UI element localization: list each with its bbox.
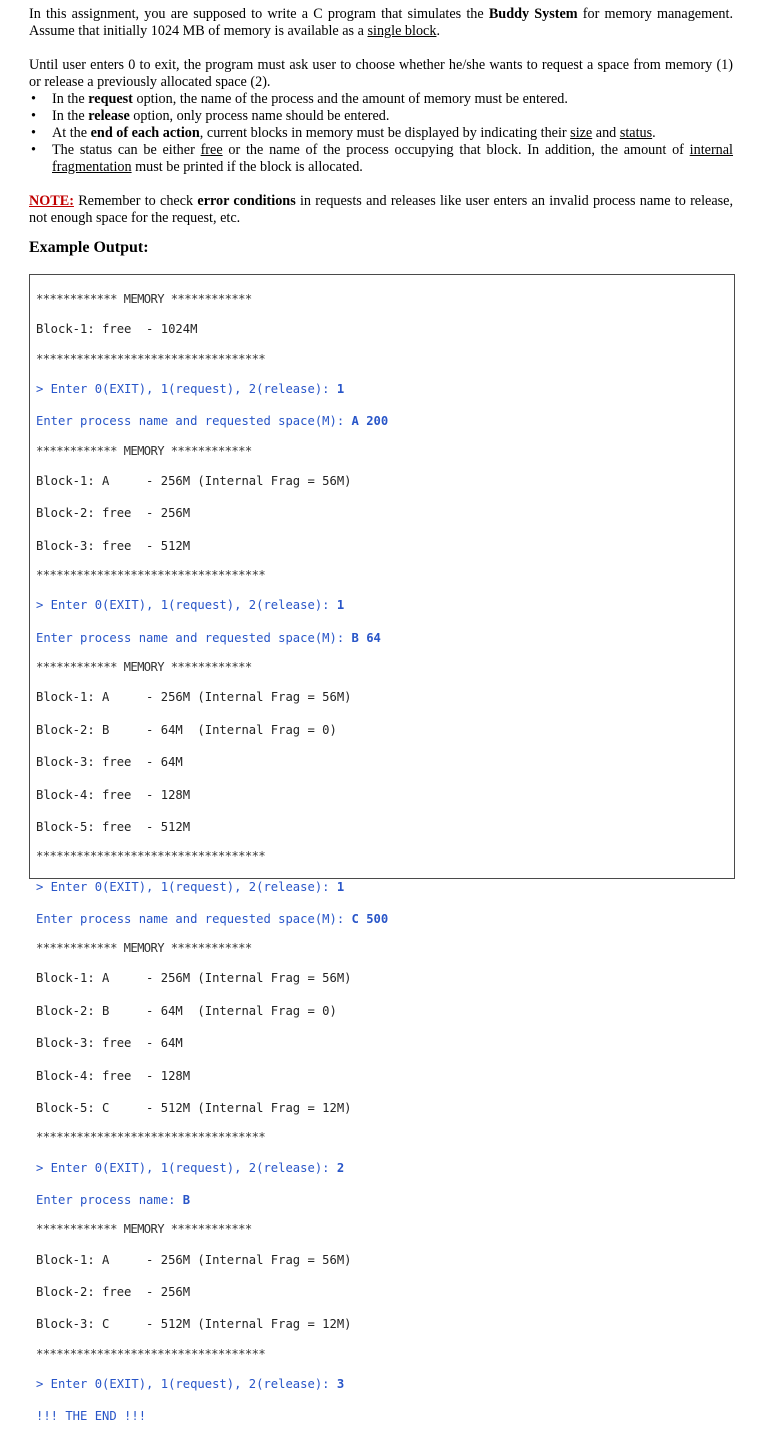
block-line: Block-3: free - 512M — [36, 538, 191, 553]
block-line: Block-2: free - 256M — [36, 506, 191, 521]
intro-text: In this assignment, you are supposed to write a C program that simulates the — [29, 6, 489, 22]
list-item — [29, 142, 733, 176]
memory-header: ************ MEMORY ************ — [36, 660, 252, 675]
menu-prompt — [36, 597, 734, 613]
user-input: 1 — [336, 598, 345, 613]
note-paragraph — [29, 193, 733, 227]
user-input: C 500 — [351, 911, 389, 926]
bullet-icon: • — [31, 91, 36, 107]
item-text: , current blocks in memory must be displayed by indicating their — [199, 125, 571, 141]
requirements-list — [29, 91, 733, 176]
block-line: Block-1: A - 256M (Internal Frag = 56M) — [36, 473, 352, 488]
item-underline: size — [570, 125, 593, 141]
assignment-text — [29, 6, 733, 256]
user-input: 1 — [336, 382, 345, 396]
prompt-text: > Enter 0(EXIT), 1(request), 2(release): — [36, 382, 337, 396]
item-text: The status can be either — [52, 142, 201, 158]
item-text: and — [592, 125, 620, 141]
item-text: option, the name of the process and the amount of memory must be entered. — [132, 91, 568, 107]
item-text: At the — [52, 125, 91, 141]
separator: ********************************** — [36, 849, 266, 864]
user-input: 1 — [336, 879, 345, 894]
block-line: Block-1: A - 256M (Internal Frag = 56M) — [36, 971, 352, 986]
block-line: Block-3: free - 64M — [36, 755, 183, 770]
note-label: NOTE: — [29, 193, 74, 209]
example-heading: Example Output: — [29, 239, 149, 256]
list-item — [29, 108, 733, 125]
request-prompt — [36, 911, 734, 927]
block-line: Block-1: free - 1024M — [36, 322, 198, 337]
separator: ********************************** — [36, 568, 266, 583]
memory-header: ************ MEMORY ************ — [36, 1222, 252, 1237]
block-line: Block-2: B - 64M (Internal Frag = 0) — [36, 722, 337, 737]
item-underline: internal fragmentation — [52, 142, 734, 175]
block-line: Block-3: free - 64M — [36, 1036, 183, 1051]
block-line: Block-3: C - 512M (Internal Frag = 12M) — [36, 1317, 352, 1332]
block-line: Block-5: free - 512M — [36, 819, 191, 834]
prompt-text: > Enter 0(EXIT), 1(request), 2(release): — [36, 1377, 337, 1391]
item-underline: free — [200, 142, 223, 158]
release-prompt — [36, 1192, 734, 1208]
block-line: Block-4: free - 128M — [36, 1068, 191, 1083]
menu-prompt — [36, 1160, 734, 1176]
memory-header: ************ MEMORY ************ — [36, 292, 252, 307]
note-text: Remember to check — [73, 193, 198, 209]
separator: ********************************** — [36, 351, 266, 366]
prompt-text: > Enter 0(EXIT), 1(request), 2(release): — [36, 598, 337, 613]
console-output — [29, 274, 735, 1424]
block-line: Block-2: B - 64M (Internal Frag = 0) — [36, 1003, 337, 1018]
item-underline: status — [619, 125, 653, 141]
item-text: In the — [52, 108, 89, 124]
separator: ********************************** — [36, 1346, 266, 1361]
item-bold: end of each action — [90, 125, 200, 141]
request-prompt — [36, 413, 734, 429]
prompt-text: Enter process name and requested space(M): — [36, 911, 352, 926]
intro-end: . — [436, 23, 440, 39]
list-item — [29, 125, 733, 142]
user-input: B — [182, 1193, 191, 1208]
user-input: 3 — [336, 1377, 345, 1391]
item-bold: release — [88, 108, 130, 124]
block-line: Block-2: free - 256M — [36, 1285, 191, 1300]
item-text: In the — [52, 91, 89, 107]
bullet-icon: • — [31, 142, 36, 158]
user-input: B 64 — [351, 630, 381, 645]
end-message: !!! THE END !!! — [36, 1409, 147, 1424]
user-input: 2 — [336, 1160, 345, 1175]
block-line: Block-1: A - 256M (Internal Frag = 56M) — [36, 1252, 352, 1267]
request-prompt — [36, 630, 734, 646]
intro-paragraph — [29, 6, 733, 40]
buddy-system-term: Buddy System — [488, 6, 578, 22]
note-bold: error conditions — [197, 193, 296, 209]
note-text: in requests and releases like user enters an invalid process name to release, not enough space for the request, etc. — [29, 193, 733, 226]
loop-paragraph: Until user enters 0 to exit, the program must ask user to choose whether he/she wants to request a space from memory (1) or release a previously allocated space (2). — [29, 57, 733, 90]
list-item — [29, 91, 733, 108]
menu-prompt — [36, 381, 734, 397]
item-bold: request — [88, 91, 133, 107]
bullet-icon: • — [31, 125, 36, 141]
item-text: or the name of the process occupying that block. In addition, the amount of — [222, 142, 690, 158]
prompt-text: Enter process name and requested space(M): — [36, 414, 352, 429]
prompt-text: > Enter 0(EXIT), 1(request), 2(release): — [36, 1160, 337, 1175]
single-block-term: single block — [367, 23, 437, 39]
bullet-icon: • — [31, 108, 36, 124]
block-line: Block-1: A - 256M (Internal Frag = 56M) — [36, 690, 352, 705]
menu-prompt — [36, 1376, 734, 1392]
memory-header: ************ MEMORY ************ — [36, 941, 252, 956]
block-line: Block-5: C - 512M (Internal Frag = 12M) — [36, 1101, 352, 1116]
prompt-text: Enter process name and requested space(M): — [36, 630, 352, 645]
item-text: . — [652, 125, 656, 141]
separator: ********************************** — [36, 1130, 266, 1145]
menu-prompt — [36, 879, 734, 895]
item-text: must be printed if the block is allocated. — [131, 159, 363, 175]
block-line: Block-4: free - 128M — [36, 787, 191, 802]
memory-header: ************ MEMORY ************ — [36, 443, 252, 458]
intro-text-2: for memory management. Assume that initially 1024 MB of memory is available as a — [29, 6, 734, 39]
item-text: option, only process name should be entered. — [129, 108, 390, 124]
prompt-text: > Enter 0(EXIT), 1(request), 2(release): — [36, 879, 337, 894]
prompt-text: Enter process name: — [36, 1193, 183, 1208]
user-input: A 200 — [351, 414, 389, 429]
